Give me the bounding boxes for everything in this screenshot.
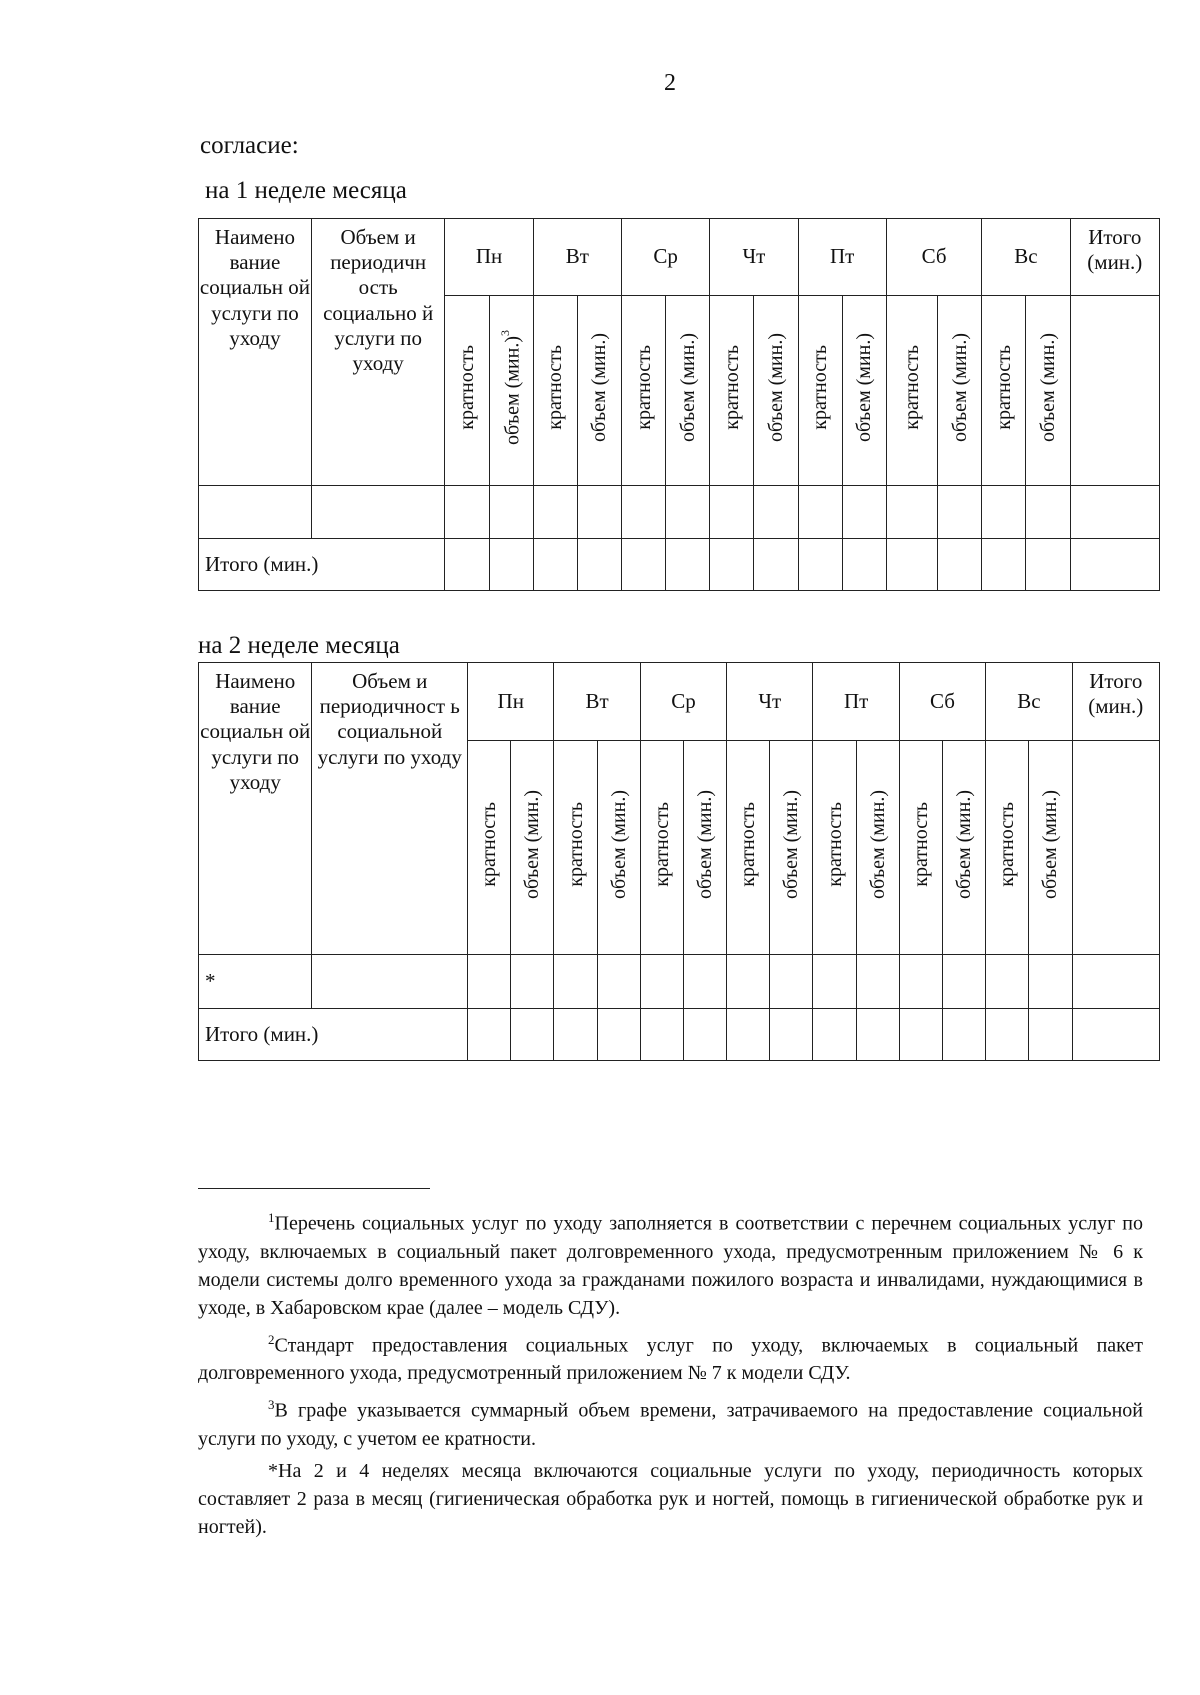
- volume-subheader: объем (мин.): [943, 741, 986, 955]
- volume-subheader: объем (мин.): [938, 296, 982, 486]
- table-row: [199, 486, 1160, 539]
- footnote-2: $^2$Стандарт предоставления социальных услуг по уходу, включаемых в социальный пакет долговременного ухода, предусмотренный приложением № 7 к модели СДУ.: [198, 1331, 1143, 1385]
- volume-subheader: объем (мин.): [683, 741, 726, 955]
- col-service-header: Наимено вание социальн ой услуги по уходу: [199, 663, 312, 955]
- footnote-1: $^1$Перечень социальных услуг по уходу заполняется в соответствии с перечнем социальных услуг по уходу, включаемых в социальный пакет долговременного ухода, предусмотренным приложением № 6 к модели системы долго временного ухода за гражданами пожилого возраста и инвалидами, нуждающимися в уходе, в Хабаровском крае (далее – модель СДУ).: [198, 1210, 1143, 1319]
- day-header: Вс: [986, 663, 1072, 741]
- volume-subheader: объем (мин.): [754, 296, 798, 486]
- week1-schedule-table: [198, 218, 1160, 591]
- day-header: Вс: [982, 219, 1070, 296]
- total-row: [199, 1009, 1160, 1061]
- total-subheader-empty: [1070, 296, 1159, 486]
- freq-subheader: кратность: [554, 741, 597, 955]
- volume-subheader: объем (мин.): [597, 741, 640, 955]
- freq-subheader: кратность: [886, 296, 937, 486]
- freq-subheader: кратность: [727, 741, 770, 955]
- freq-subheader: кратность: [640, 741, 683, 955]
- col-volume-header: Объем и периодичн ость социально й услуги по уходу: [311, 219, 444, 486]
- service-name-cell: *: [199, 955, 312, 1009]
- volume-subheader: объем (мин.): [770, 741, 813, 955]
- col-volume-header: Объем и периодичност ь социальной услуги по уходу: [312, 663, 468, 955]
- cell: [311, 486, 444, 539]
- volume-subheader: объем (мин.): [856, 741, 899, 955]
- freq-subheader: кратность: [986, 741, 1029, 955]
- freq-subheader: кратность: [533, 296, 577, 486]
- freq-subheader: кратность: [445, 296, 489, 486]
- day-header: Пт: [798, 219, 886, 296]
- day-header: Пн: [445, 219, 533, 296]
- footnote-asterisk: *На 2 и 4 неделях месяца включаются социальные услуги по уходу, периодичность которых составляет 2 раза в месяц (гигиеническая обработка рук и ногтей, помощь в гигиенической обработке рук и ногтей).: [198, 1459, 1143, 1538]
- cell: [312, 955, 468, 1009]
- week2-title: на 2 неделе месяца: [198, 632, 400, 659]
- week2-schedule-table: [198, 662, 1160, 1061]
- table-row: [199, 955, 1160, 1009]
- day-header: Чт: [710, 219, 798, 296]
- day-header: Пн: [468, 663, 554, 741]
- freq-subheader: кратность: [982, 296, 1026, 486]
- volume-subheader: объем (мин.): [1026, 296, 1070, 486]
- freq-subheader: кратность: [813, 741, 856, 955]
- volume-subheader: объем (мин.): [842, 296, 886, 486]
- volume-subheader: объем (мин.): [511, 741, 554, 955]
- day-header: Сб: [899, 663, 985, 741]
- volume-subheader: объем (мин.): [1029, 741, 1072, 955]
- footnote-divider: [198, 1188, 430, 1189]
- volume-subheader: объем (мин.): [666, 296, 710, 486]
- total-header: Итого (мин.): [1072, 663, 1159, 741]
- total-row-label: Итого (мин.): [199, 1009, 468, 1061]
- total-subheader-empty: [1072, 741, 1159, 955]
- volume-subheader: объем $(мин.)^3$: [489, 296, 533, 486]
- day-header: Чт: [727, 663, 813, 741]
- page-number: 2: [664, 70, 676, 96]
- footnotes: [198, 1204, 1143, 1545]
- intro-text: согласие:: [200, 132, 299, 159]
- freq-subheader: кратность: [899, 741, 942, 955]
- total-row: [199, 539, 1160, 591]
- freq-subheader: кратность: [621, 296, 665, 486]
- freq-subheader: кратность: [798, 296, 842, 486]
- day-header: Вт: [533, 219, 621, 296]
- freq-subheader: кратность: [468, 741, 511, 955]
- total-header: Итого (мин.): [1070, 219, 1159, 296]
- volume-subheader: объем (мин.): [577, 296, 621, 486]
- service-name-cell: [199, 486, 312, 539]
- day-header: Вт: [554, 663, 640, 741]
- week1-title: на 1 неделе месяца: [205, 177, 407, 204]
- col-service-header: Наимено вание социальн ой услуги по уходу: [199, 219, 312, 486]
- day-header: Пт: [813, 663, 899, 741]
- day-header: Сб: [886, 219, 981, 296]
- total-row-label: Итого (мин.): [199, 539, 445, 591]
- day-header: Ср: [621, 219, 709, 296]
- footnote-3: $^3$В графе указывается суммарный объем времени, затрачиваемого на предоставление социальной услуги по уходу, с учетом ее кратности.: [198, 1397, 1143, 1450]
- day-header: Ср: [640, 663, 726, 741]
- freq-subheader: кратность: [710, 296, 754, 486]
